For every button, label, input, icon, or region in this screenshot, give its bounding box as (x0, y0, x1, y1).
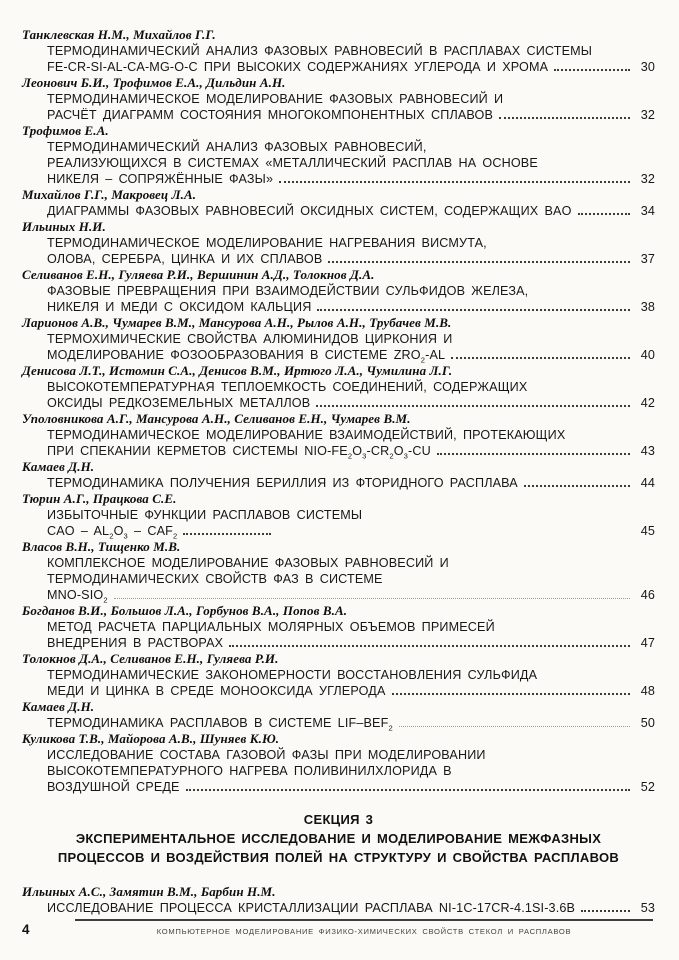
toc-entry-title-line (22, 235, 655, 251)
toc-entry-authors: Ильиных Н.И. (22, 219, 106, 234)
title-text: ВНЕДРЕНИЯ В РАСТВОРАХ (47, 636, 224, 650)
title-text: НИКЕЛЯ И МЕДИ С ОКСИДОМ КАЛЬЦИЯ (47, 300, 312, 314)
toc-entry-title-line (22, 475, 655, 491)
subscript: 3 (123, 531, 128, 541)
title-text: ВЫСОКОТЕМПЕРАТУРНОГО НАГРЕВА ПОЛИВИНИЛХЛОРИДА В (47, 764, 452, 778)
toc-entry-title-line (22, 747, 655, 763)
toc-entry-title-line (22, 171, 655, 187)
title-text: MNO-$SIO_2$ (47, 588, 108, 605)
subscript: 3 (403, 451, 409, 461)
toc-entry-title-line (22, 667, 655, 683)
dotted-leader (578, 212, 630, 215)
toc-entry-authors: Ларионов А.В., Чумарев В.М., Мансурова А.Н., Рылов А.Н., Трубачев М.В. (22, 315, 452, 330)
dotted-leader (524, 484, 630, 487)
title-text: МОДЕЛИРОВАНИЕ ФОЗООБРАЗОВАНИЯ В СИСТЕМЕ $ZRO_2-AL$ (47, 348, 446, 365)
dotted-leader (229, 644, 630, 647)
toc-entry (22, 315, 655, 363)
dotted-leader (317, 308, 630, 311)
title-text: ТЕРМОДИНАМИЧЕСКИЙ АНАЛИЗ ФАЗОВЫХ РАВНОВЕСИЙ В РАСПЛАВАХ СИСТЕМЫ (47, 44, 593, 58)
toc-entry-title-line (22, 587, 655, 603)
toc-entry (22, 123, 655, 187)
dotted-leader (186, 788, 630, 791)
title-text: РАСЧЁТ ДИАГРАММ СОСТОЯНИЯ МНОГОКОМПОНЕНТНЫХ СПЛАВОВ (47, 108, 494, 122)
title-text: ПРИ СПЕКАНИИ КЕРМЕТОВ СИСТЕМЫ NIO-$FE_2O_3-CR_2O_3-CU$ (47, 444, 431, 461)
toc-entry-page-number: 32 (640, 108, 655, 122)
dotted-leader (316, 404, 630, 407)
page-number: 4 (22, 922, 30, 937)
toc-entry-title-line (22, 107, 655, 123)
toc-entry-authors: Тюрин А.Г., Працкова С.Е. (22, 491, 177, 506)
title-text: ВЫСОКОТЕМПЕРАТУРНАЯ ТЕПЛОЕМКОСТЬ СОЕДИНЕНИЙ, СОДЕРЖАЩИХ (47, 380, 528, 394)
dotted-leader (399, 725, 630, 727)
title-text: ТЕРМОДИНАМИЧЕСКИЕ ЗАКОНОМЕРНОСТИ ВОССТАНОВЛЕНИЯ СУЛЬФИДА (47, 668, 538, 682)
subscript: 2 (347, 451, 353, 461)
toc-entry (22, 219, 655, 267)
title-text: НИКЕЛЯ – СОПРЯЖЁННЫЕ ФАЗЫ» (47, 172, 274, 186)
toc-entry-title-line (22, 635, 655, 651)
toc-entry-title-line (22, 91, 655, 107)
title-text: ФАЗОВЫЕ ПРЕВРАЩЕНИЯ ПРИ ВЗАИМОДЕЙСТВИИ СУЛЬФИДОВ ЖЕЛЕЗА, (47, 284, 529, 298)
toc-entry-page-number: 53 (640, 901, 655, 915)
toc-entry-page-number: 52 (640, 780, 655, 794)
toc-entry-title-line (22, 395, 655, 411)
toc-entry (22, 363, 655, 411)
dotted-leader (581, 909, 630, 912)
subscript: 2 (109, 531, 114, 541)
dotted-leader (114, 597, 630, 599)
toc-entry-title-line (22, 59, 655, 75)
running-title: КОМПЬЮТЕРНОЕ МОДЕЛИРОВАНИЕ ФИЗИКО-ХИМИЧЕСКИХ СВОЙСТВ СТЕКОЛ И РАСПЛАВОВ (156, 927, 572, 936)
toc-entry (22, 75, 655, 123)
toc-entry-authors: Танклевская Н.М., Михайлов Г.Г. (22, 27, 216, 42)
toc-entry-authors: Селиванов Е.Н., Гуляева Р.И., Вершинин А.Д., Толокнов Д.А. (22, 267, 375, 282)
toc-entry-title-line (22, 251, 655, 267)
toc-entry-title-line (22, 443, 655, 459)
dotted-leader (392, 692, 630, 695)
toc-entry-page-number: 30 (640, 60, 655, 74)
dotted-leader (183, 532, 271, 535)
toc-entry-title-line (22, 331, 655, 347)
toc-entry-page-number: 45 (640, 524, 655, 538)
toc-entry (22, 651, 655, 699)
toc-list (22, 27, 655, 916)
subscript: 2 (388, 723, 393, 733)
toc-entry-page-number: 32 (640, 172, 655, 186)
toc-entry-title-line (22, 347, 655, 363)
toc-entry-page-number: 44 (640, 476, 655, 490)
section-title-line: ЭКСПЕРИМЕНТАЛЬНОЕ ИССЛЕДОВАНИЕ И МОДЕЛИРОВАНИЕ МЕЖФАЗНЫХ (75, 831, 602, 846)
dotted-leader (437, 452, 630, 455)
subscript: 2 (389, 451, 394, 461)
toc-entry-authors: Власов В.Н., Тищенко М.В. (22, 539, 181, 554)
title-text: ТЕРМОДИНАМИЧЕСКИХ СВОЙСТВ ФАЗ В СИСТЕМЕ (47, 572, 383, 586)
title-text: ТЕРМОДИНАМИЧЕСКОЕ МОДЕЛИРОВАНИЕ ФАЗОВЫХ РАВНОВЕСИЙ И (47, 92, 504, 106)
title-text: РЕАЛИЗУЮЩИХСЯ В СИСТЕМАХ «МЕТАЛЛИЧЕСКИЙ РАСПЛАВ НА ОСНОВЕ (47, 156, 538, 170)
toc-entry-title-line (22, 139, 655, 155)
dotted-leader (328, 260, 630, 263)
dotted-leader (554, 68, 630, 71)
title-text: ОЛОВА, СЕРЕБРА, ЦИНКА И ИХ СПЛАВОВ (47, 252, 323, 266)
toc-entry (22, 603, 655, 651)
toc-entry-authors: Толокнов Д.А., Селиванов Е.Н., Гуляева Р.И. (22, 651, 279, 666)
title-text: ИССЛЕДОВАНИЕ СОСТАВА ГАЗОВОЙ ФАЗЫ ПРИ МОДЕЛИРОВАНИИ (47, 748, 486, 762)
toc-entry-authors: Камаев Д.Н. (22, 699, 95, 714)
subscript: 2 (172, 531, 178, 541)
toc-entry-page-number: 34 (640, 204, 655, 218)
toc-entry-title-line (22, 379, 655, 395)
subscript: 3 (362, 451, 367, 461)
title-text: ТЕРМОХИМИЧЕСКИЕ СВОЙСТВА АЛЮМИНИДОВ ЦИРКОНИЯ И (47, 332, 453, 346)
title-text: ОКСИДЫ РЕДКОЗЕМЕЛЬНЫХ МЕТАЛЛОВ (47, 396, 311, 410)
title-text: ВОЗДУШНОЙ СРЕДЕ (47, 780, 180, 794)
toc-entry-title-line (22, 507, 655, 523)
title-text: ТЕРМОДИНАМИКА РАСПЛАВОВ В СИСТЕМЕ LIF–$BEF_2$ (47, 716, 393, 733)
toc-entry-title-line (22, 155, 655, 171)
toc-entry (22, 459, 655, 491)
toc-entry-page-number: 38 (640, 300, 655, 314)
title-text: ДИАГРАММЫ ФАЗОВЫХ РАВНОВЕСИЙ ОКСИДНЫХ СИСТЕМ, СОДЕРЖАЩИХ BAO (47, 204, 572, 218)
dotted-leader (279, 180, 630, 183)
dotted-leader (499, 116, 630, 119)
toc-entry-authors: Денисова Л.Т., Истомин С.А., Денисов В.М., Иртюго Л.А., Чумилина Л.Г. (22, 363, 453, 378)
title-text: ТЕРМОДИНАМИЧЕСКОЕ МОДЕЛИРОВАНИЕ НАГРЕВАНИЯ ВИСМУТА, (47, 236, 487, 250)
toc-entry (22, 491, 655, 539)
toc-entry (22, 699, 655, 731)
footer-rule (75, 919, 653, 921)
toc-entry-title-line (22, 427, 655, 443)
title-text: МЕТОД РАСЧЕТА ПАРЦИАЛЬНЫХ МОЛЯРНЫХ ОБЪЕМОВ ПРИМЕСЕЙ (47, 620, 495, 634)
toc-entry-title-line (22, 763, 655, 779)
toc-entry-authors: Ильиных А.С., Замятин В.М., Барбин Н.М. (22, 884, 276, 899)
toc-entry-page-number: 47 (640, 636, 655, 650)
toc-entry-title-line (22, 619, 655, 635)
toc-entry-page-number: 43 (640, 444, 655, 458)
toc-entry-authors: Уполовникова А.Г., Мансурова А.Н., Селиванов Е.Н., Чумарев В.М. (22, 411, 411, 426)
toc-entry-title-line (22, 555, 655, 571)
toc-entry-title-line (22, 683, 655, 699)
title-text: CAO – $AL_2O_3 - CAF_2$ (47, 524, 178, 541)
toc-entry-page-number: 50 (640, 716, 655, 730)
title-text: ИССЛЕДОВАНИЕ ПРОЦЕССА КРИСТАЛЛИЗАЦИИ РАСПЛАВА NI-1C-17CR-4.1SI-3.6B (47, 901, 576, 915)
toc-entry-page-number: 42 (640, 396, 655, 410)
toc-entry (22, 731, 655, 795)
toc-entry-page-number: 48 (640, 684, 655, 698)
toc-entry-title-line (22, 283, 655, 299)
toc-entry-page-number: 40 (640, 348, 655, 362)
section-title-line: ПРОЦЕССОВ И ВОЗДЕЙСТВИЯ ПОЛЕЙ НА СТРУКТУРУ И СВОЙСТВА РАСПЛАВОВ (57, 850, 620, 865)
toc-entry-title-line (22, 523, 655, 539)
toc-entry-title-line (22, 715, 655, 731)
toc-entry-authors: Куликова Т.В., Майорова А.В., Шуняев К.Ю. (22, 731, 280, 746)
toc-entry-page-number: 37 (640, 252, 655, 266)
toc-entry (22, 267, 655, 315)
toc-entry-title-line (22, 900, 655, 916)
section-heading (22, 810, 655, 867)
toc-entry-authors: Михайлов Г.Г., Макровец Л.А. (22, 187, 197, 202)
toc-entry-authors: Камаев Д.Н. (22, 459, 95, 474)
dotted-leader (451, 356, 630, 359)
toc-entry-page-number: 46 (640, 588, 655, 602)
toc-entry-title-line (22, 571, 655, 587)
toc-entry-title-line (22, 203, 655, 219)
toc-entry (22, 187, 655, 219)
toc-entry-authors: Богданов В.И., Большов Л.А., Горбунов В.А., Попов В.А. (22, 603, 348, 618)
toc-entry (22, 539, 655, 603)
toc-entry (22, 884, 655, 916)
title-text: ТЕРМОДИНАМИКА ПОЛУЧЕНИЯ БЕРИЛЛИЯ ИЗ ФТОРИДНОГО РАСПЛАВА (47, 476, 518, 490)
title-text: КОМПЛЕКСНОЕ МОДЕЛИРОВАНИЕ ФАЗОВЫХ РАВНОВЕСИЙ И (47, 556, 449, 570)
toc-entry-title-line (22, 299, 655, 315)
subscript: 2 (420, 355, 426, 365)
title-text: ТЕРМОДИНАМИЧЕСКОЕ МОДЕЛИРОВАНИЕ ВЗАИМОДЕЙСТВИЙ, ПРОТЕКАЮЩИХ (47, 428, 566, 442)
toc-entry-authors: Трофимов Е.А. (22, 123, 109, 138)
title-text: ТЕРМОДИНАМИЧЕСКИЙ АНАЛИЗ ФАЗОВЫХ РАВНОВЕСИЙ, (47, 140, 427, 154)
toc-entry (22, 27, 655, 75)
toc-entry-authors: Леонович Б.И., Трофимов Е.А., Дильдин А.Н. (22, 75, 286, 90)
title-text: ИЗБЫТОЧНЫЕ ФУНКЦИИ РАСПЛАВОВ СИСТЕМЫ (47, 508, 363, 522)
title-text: FE-CR-SI-AL-CA-MG-O-C ПРИ ВЫСОКИХ СОДЕРЖАНИЯХ УГЛЕРОДА И ХРОМА (47, 60, 549, 74)
subscript: 2 (103, 595, 108, 605)
title-text: МЕДИ И ЦИНКА В СРЕДЕ МОНООКСИДА УГЛЕРОДА (47, 684, 386, 698)
section-number: СЕКЦИЯ 3 (303, 812, 374, 827)
toc-entry-title-line (22, 779, 655, 795)
toc-entry-title-line (22, 43, 655, 59)
toc-entry (22, 411, 655, 459)
